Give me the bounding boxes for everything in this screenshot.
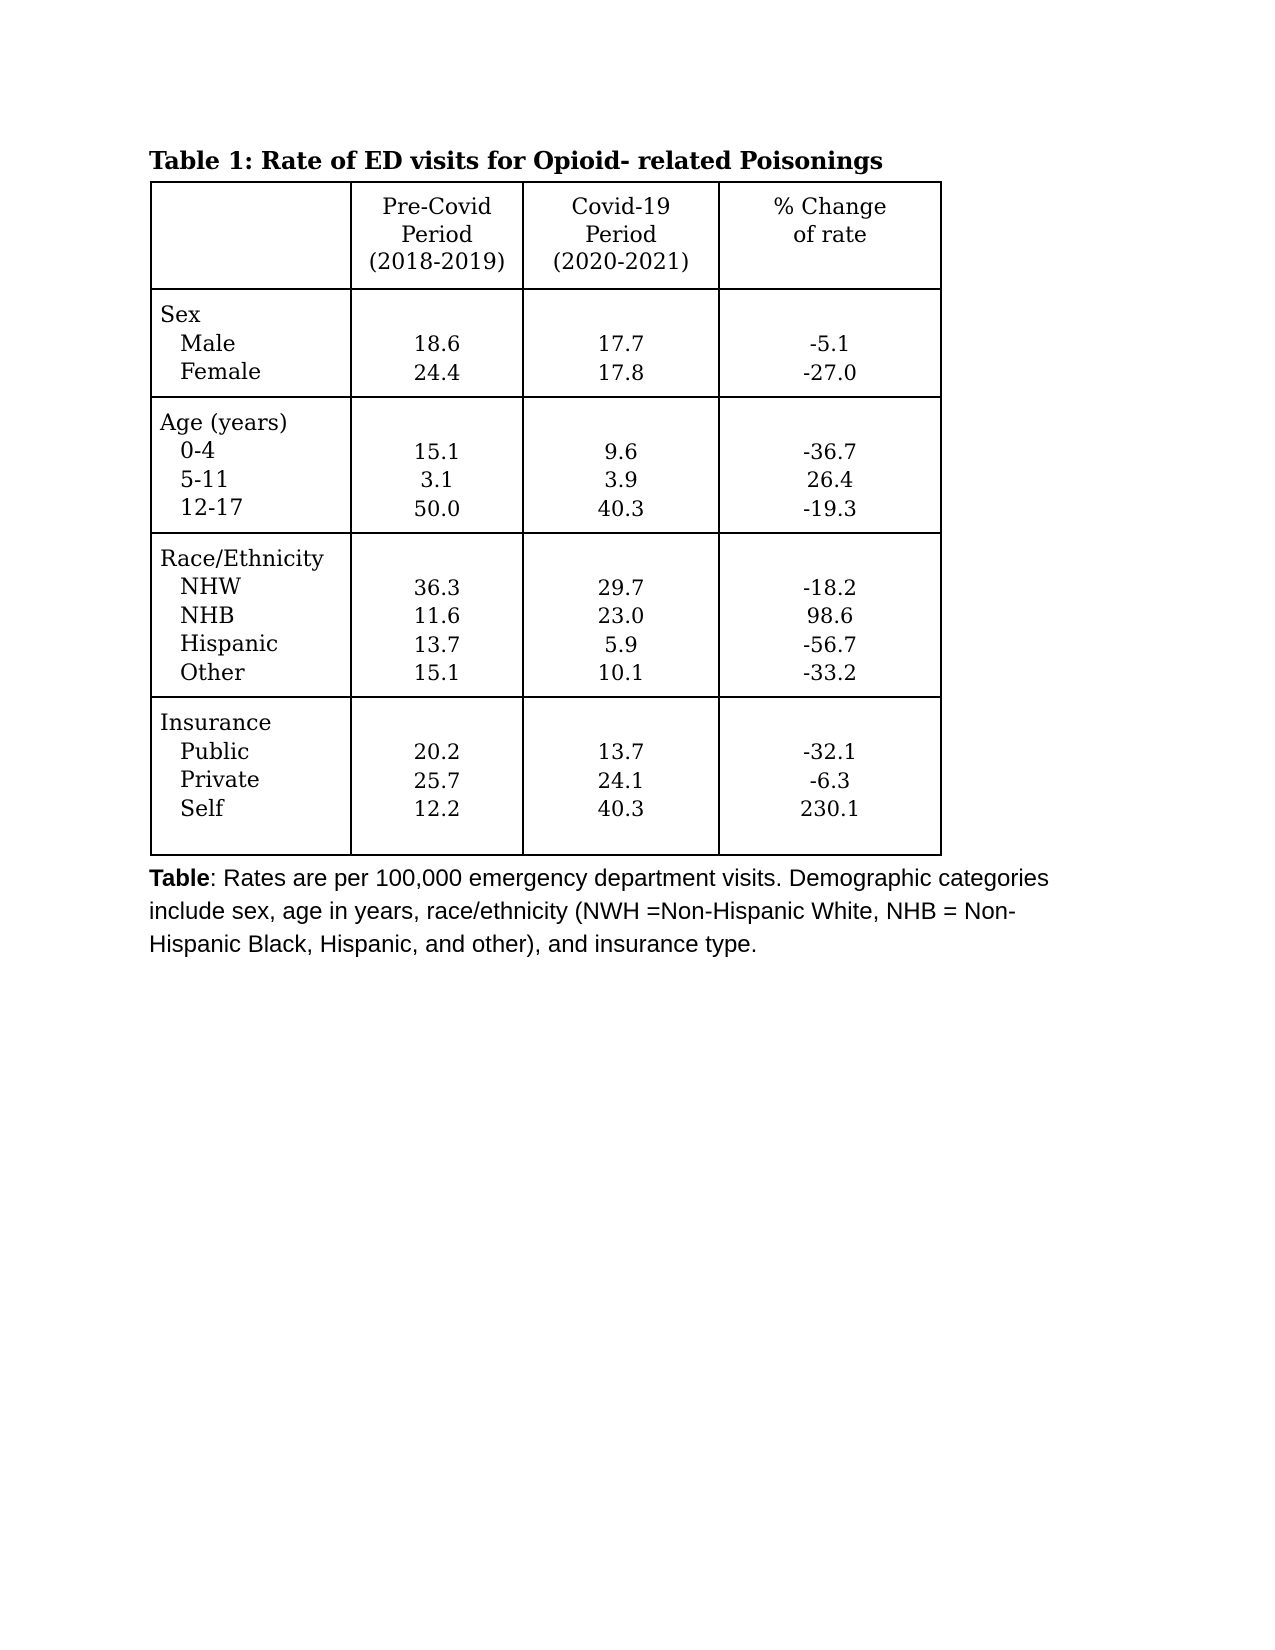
pre-covid-value: 36.3: [413, 575, 461, 600]
covid-value: 3.9: [604, 468, 638, 492]
pre-covid-value: 20.2: [413, 740, 461, 764]
pre-covid-value: 13.7: [413, 632, 461, 657]
covid-value-cell: [523, 533, 719, 698]
group-label-cell: [151, 289, 351, 397]
change-value: -18.2: [803, 575, 857, 600]
row-label: 5-11: [180, 467, 230, 493]
pre-covid-value: 25.7: [413, 768, 461, 793]
header-row: [151, 182, 941, 289]
caption-label: Table: [149, 865, 210, 892]
change-value-cell: [719, 289, 941, 397]
header-cell-empty: [151, 182, 351, 289]
header-pre-covid: Pre-Covid Period (2018-2019): [368, 195, 506, 275]
row-label: Other: [180, 660, 245, 686]
row-label: NHB: [180, 603, 235, 629]
change-value: -6.3: [809, 768, 851, 793]
change-value: -5.1: [809, 332, 851, 356]
pre-covid-value: 18.6: [413, 332, 461, 356]
change-value: 230.1: [799, 797, 861, 821]
covid-value: 40.3: [597, 797, 645, 821]
row-label: Public: [180, 739, 250, 765]
pre-covid-value-cell: [351, 697, 523, 855]
group-row: [151, 697, 941, 855]
opioid-rates-table: [150, 181, 942, 856]
covid-value: 5.9: [604, 632, 638, 657]
change-value-cell: [719, 697, 941, 855]
table-title: Table 1: Rate of ED visits for Opioid- related Poisonings: [149, 146, 883, 175]
pre-covid-value: 50.0: [413, 496, 461, 521]
row-label: Hispanic: [180, 632, 279, 657]
group-label-cell: [151, 533, 351, 698]
covid-value-cell: [523, 397, 719, 533]
row-label: Private: [180, 768, 260, 793]
pre-covid-value-cell: [351, 397, 523, 533]
pre-covid-value: 11.6: [413, 604, 461, 628]
covid-value: 17.8: [597, 360, 645, 385]
group-label: Insurance: [160, 711, 272, 736]
group-row: [151, 289, 941, 397]
group-row: [151, 397, 941, 533]
pre-covid-value-cell: [351, 533, 523, 698]
covid-value: 40.3: [597, 496, 645, 521]
covid-value: 13.7: [597, 740, 645, 764]
change-value-cell: [719, 533, 941, 698]
group-label: Sex: [160, 303, 201, 328]
header-cell-pre-covid: [351, 182, 523, 289]
pre-covid-value: 24.4: [413, 360, 461, 385]
covid-value: 29.7: [597, 575, 645, 600]
header-covid: Covid-19 Period (2020-2021): [552, 195, 690, 275]
change-value: 26.4: [806, 468, 854, 492]
change-value: 98.6: [806, 604, 854, 628]
group-label-cell: [151, 397, 351, 533]
covid-value: 24.1: [597, 768, 645, 793]
group-row: [151, 533, 941, 698]
row-label: Male: [180, 331, 236, 357]
row-label: 12-17: [180, 496, 244, 521]
pre-covid-value: 3.1: [420, 468, 454, 492]
change-value: -27.0: [803, 360, 857, 385]
change-value: -56.7: [803, 632, 857, 657]
pre-covid-value: 15.1: [413, 661, 461, 685]
row-label: NHW: [180, 575, 242, 600]
covid-value: 23.0: [597, 604, 645, 628]
group-label: Age (years): [160, 410, 288, 436]
covid-value-cell: [523, 697, 719, 855]
change-value: -19.3: [803, 496, 857, 521]
row-label: Self: [180, 796, 224, 822]
change-value: -33.2: [803, 661, 857, 685]
change-value: -36.7: [803, 439, 857, 464]
covid-value-cell: [523, 289, 719, 397]
header-cell-covid: [523, 182, 719, 289]
change-value-cell: [719, 397, 941, 533]
pre-covid-value: 15.1: [413, 439, 461, 464]
header-cell-change: [719, 182, 941, 289]
covid-value: 9.6: [604, 439, 638, 464]
table-body: [151, 182, 941, 855]
group-label: Race/Ethnicity: [160, 546, 324, 572]
row-label: Female: [180, 360, 262, 385]
group-label-cell: [151, 697, 351, 855]
pre-covid-value-cell: [351, 289, 523, 397]
covid-value: 10.1: [597, 661, 645, 685]
table-caption: [149, 862, 1099, 961]
header-change: % Change of rate: [773, 195, 887, 248]
covid-value: 17.7: [597, 332, 645, 356]
pre-covid-value: 12.2: [413, 797, 461, 821]
row-label: 0-4: [180, 439, 216, 464]
caption-text: : Rates are per 100,000 emergency department visits. Demographic categories include sex, age in years, race/ethnicity (NWH =Non-Hispanic White, NHB = Non-Hispanic Black, Hispanic, and other), and insurance type.: [149, 865, 1050, 958]
change-value: -32.1: [803, 740, 857, 764]
